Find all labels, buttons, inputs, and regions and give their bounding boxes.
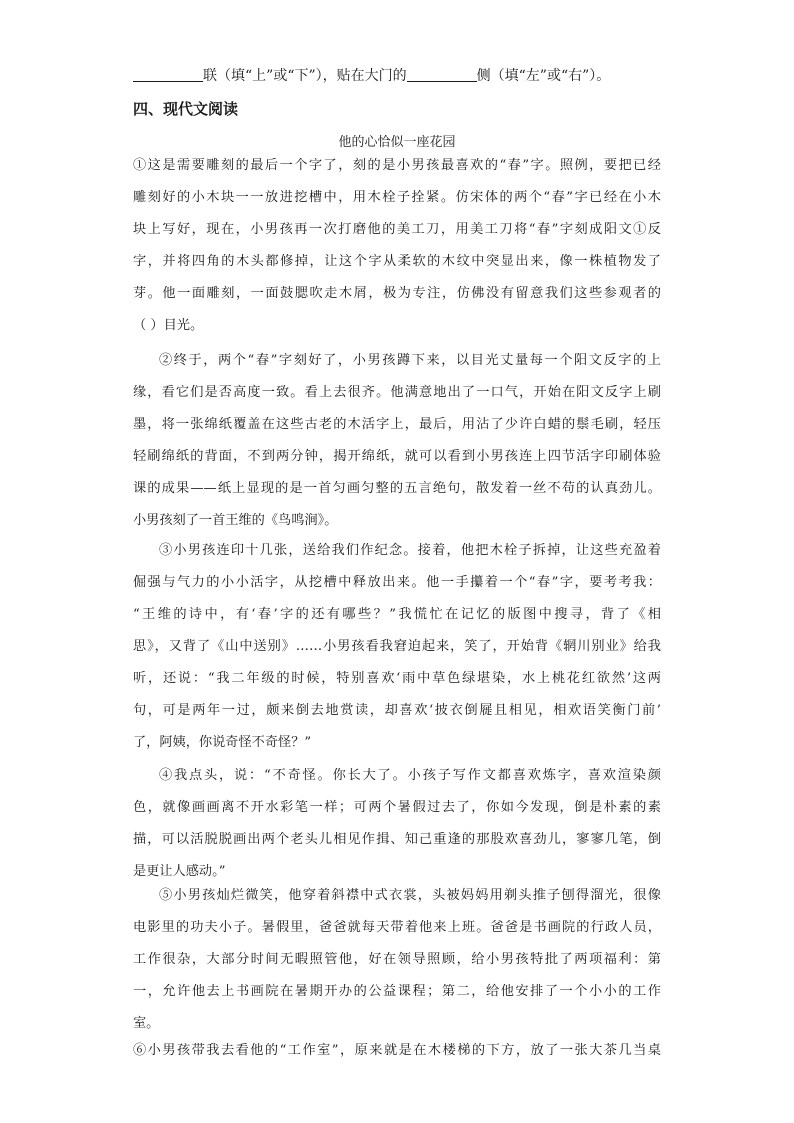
paragraph-line: ⑥小男孩带我去看他的“工作室”，原来就是在木楼梯的下方，放了一张大茶几当桌 <box>133 1043 661 1058</box>
paragraph-line: 轻刷绵纸的背面，不到两分钟，揭开绵纸，就可以看到小男孩连上四节活字印刷体验 <box>133 449 661 464</box>
fill-in-text-2: 侧（填“左”或“右”）。 <box>476 68 611 84</box>
section-heading: 四、现代文阅读 <box>133 100 239 118</box>
paragraph-line: 了，阿姨，你说奇怪不奇怪？” <box>133 735 312 750</box>
paragraph-line: 课的成果——纸上显现的是一首匀画匀整的五言绝句，散发着一丝不苟的认真劲儿。 <box>133 481 661 496</box>
paragraph-line: 思》，又背了《山中送别》……小男孩看我窘迫起来，笑了，开始背《辋川别业》给我 <box>133 639 661 654</box>
paragraph-line: ①这是需要雕刻的最后一个字了，刻的是小男孩最喜欢的“春”字。照例，要把已经 <box>133 158 661 173</box>
paragraph-line: 听，还说：“我二年级的时候，特别喜欢‘雨中草色绿堪染，水上桃花红欲然’这两 <box>133 671 661 686</box>
paragraph-1 <box>133 150 661 342</box>
paragraph-5 <box>133 880 661 1040</box>
paragraph-line: 是更让人感动。” <box>133 864 226 879</box>
fill-in-line <box>133 66 661 86</box>
paragraph-line: 电影里的功夫小子。暑假里，爸爸就每天带着他来上班。爸爸是书画院的行政人员， <box>133 920 661 935</box>
answer-blank-2[interactable] <box>407 67 477 82</box>
paragraph-line: （ ）目光。 <box>133 318 204 333</box>
paragraph-line: 工作很杂，大部分时间无暇照管他，好在领导照顾，给小男孩特批了两项福利：第 <box>133 952 661 967</box>
article-title: 他的心恰似一座花园 <box>338 135 456 150</box>
paragraph-line: 室。 <box>133 1016 160 1031</box>
paragraph-line: “王维的诗中，有‘春’字的还有哪些？”我慌忙在记忆的版图中搜寻，背了《相 <box>133 607 661 622</box>
paragraph-line: 小男孩刻了一首王维的《鸟鸣涧》。 <box>133 513 338 528</box>
paragraph-line: 芽。他一面雕刻，一面鼓腮吹走木屑，极为专注，仿佛没有留意我们这些参观者的 <box>133 286 661 301</box>
paragraph-4 <box>133 760 661 888</box>
paragraph-line: 一，允许他去上书画院在暑期开办的公益课程；第二，给他安排了一个小小的工作 <box>133 984 661 999</box>
paragraph-line: ⑤小男孩灿烂微笑，他穿着斜襟中式衣裳，头被妈妈用剃头推子刨得溜光，很像 <box>159 888 661 903</box>
paragraph-line: 描，可以活脱脱画出两个老头儿相见作揖、知己重逢的那股欢喜劲儿，寥寥几笔，倒 <box>133 832 661 847</box>
paragraph-line: 雕刻好的小木块一一放进挖槽中，用木栓子拴紧。仿宋体的两个“春”字已经在小木 <box>133 190 661 205</box>
paragraph-2 <box>133 345 661 537</box>
paragraph-line: 块上写好，现在，小男孩再一次打磨他的美工刀，用美工刀将“春”字刻成阳文①反 <box>133 222 661 237</box>
paragraph-line: 句，可是两年一过，颇来倒去地赏读，却喜欢‘披衣倒屣且相见，相欢语笑衡门前’ <box>133 703 661 718</box>
paragraph-line: ②终于，两个“春”字刻好了，小男孩蹲下来，以目光丈量每一个阳文反字的上 <box>159 353 661 368</box>
paragraph-line: 墨，将一张绵纸覆盖在这些古老的木活字上，最后，用沾了少许白蜡的鬃毛刷，轻压 <box>133 417 661 432</box>
answer-blank-1[interactable] <box>133 67 203 82</box>
paragraph-line: ④我点头，说：“不奇怪。你长大了。小孩子写作文都喜欢炼字，喜欢渲染颜 <box>159 768 661 783</box>
fill-in-text-1: 联（填“上”或“下”），贴在大门的 <box>203 68 407 84</box>
paragraph-line: 色，就像画画离不开水彩笔一样；可两个暑假过去了，你如今发现，倒是朴素的素 <box>133 800 661 815</box>
paragraph-3 <box>133 535 661 759</box>
paragraph-line: ③小男孩连印十几张，送给我们作纪念。接着，他把木栓子拆掉，让这些充盈着 <box>159 543 661 558</box>
paragraph-6 <box>133 1035 661 1067</box>
paragraph-line: 字，并将四角的木头都修掉，让这个字从柔软的木纹中突显出来，像一株植物发了 <box>133 254 661 269</box>
paragraph-line: 倔强与气力的小小活字，从挖槽中释放出来。他一手攥着一个“春”字，要考考我： <box>133 575 661 590</box>
paragraph-line: 缘，看它们是否高度一致。看上去很齐。他满意地出了一口气，开始在阳文反字上刷 <box>133 385 661 400</box>
